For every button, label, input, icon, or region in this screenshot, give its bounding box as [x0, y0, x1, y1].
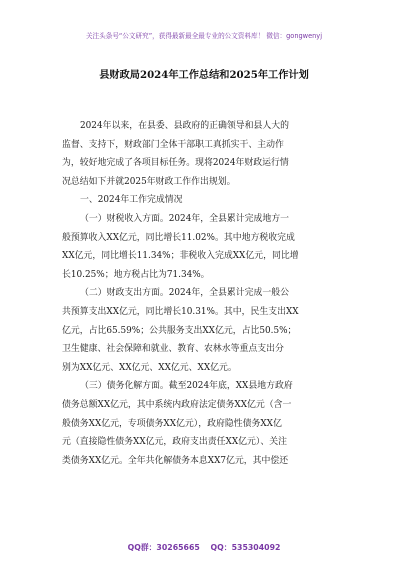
- paragraph-line: XX亿元，同比增长11.34%；非税收入完成XX亿元，同比增: [62, 251, 299, 262]
- document-title: 县财政局2024年工作总结和2025年工作计划: [99, 69, 309, 81]
- paragraph-line: 元（直接隐性债务XX亿元，政府支出责任XX亿元）、关注: [62, 437, 287, 448]
- header-banner: 关注头条号“公文研究”，获得最新最全最专业的公文资料库！ 微信：gongwenyj: [85, 32, 323, 40]
- paragraph-line: 为，较好地完成了各项目标任务。现将2024年财政运行情: [62, 158, 289, 169]
- paragraph-line: （一）财税收入方面。2024年，全县累计完成地方一: [80, 213, 289, 224]
- qq-contact-text: QQ：535304092: [210, 543, 281, 552]
- paragraph-line: 别为XX亿元、XX亿元、XX亿元、XX亿元。: [62, 362, 237, 373]
- section-heading: 一、2024年工作完成情况: [80, 195, 183, 206]
- paragraph-line: 般预算收入XX亿元，同比增长11.02%。其中地方税收完成: [62, 232, 295, 243]
- paragraph-line: （三）债务化解方面。截至2024年底，XX县地方政府: [80, 381, 293, 392]
- paragraph-line: 长10.25%；地方税占比为71.34%。: [62, 269, 210, 280]
- paragraph-line: 况总结如下并就2025年财政工作作出规划。: [62, 176, 236, 187]
- paragraph-line: 般债务XX亿元，专项债务XX亿元），政府隐性债务XX亿: [62, 418, 282, 429]
- paragraph-line: 亿元，占比65.59%；公共服务支出XX亿元，占比50.5%；: [62, 325, 297, 336]
- paragraph-line: 监督、支持下，财政部门全体干部职工真抓实干、主动作: [62, 139, 284, 150]
- paragraph-line: 共预算支出XX亿元，同比增长10.31%。其中，民生支出XX: [62, 306, 299, 317]
- paragraph-line: 卫生健康、社会保障和就业、教育、农林水等重点支出分: [62, 344, 284, 355]
- qq-group-text: QQ群：30265665: [127, 543, 200, 552]
- paragraph-line: （二）财政支出方面。2024年，全县累计完成一般公: [80, 288, 289, 299]
- document-body: [62, 117, 352, 470]
- footer-contact: [0, 542, 408, 553]
- paragraph-line: 2024年以来，在县委、县政府的正确领导和县人大的: [80, 121, 289, 131]
- paragraph-line: 债务总额XX亿元，其中系统内政府法定债务XX亿元（含一: [62, 399, 292, 410]
- paragraph-line: 类债务XX亿元。全年共化解债务本息XX7亿元，其中偿还: [62, 455, 289, 466]
